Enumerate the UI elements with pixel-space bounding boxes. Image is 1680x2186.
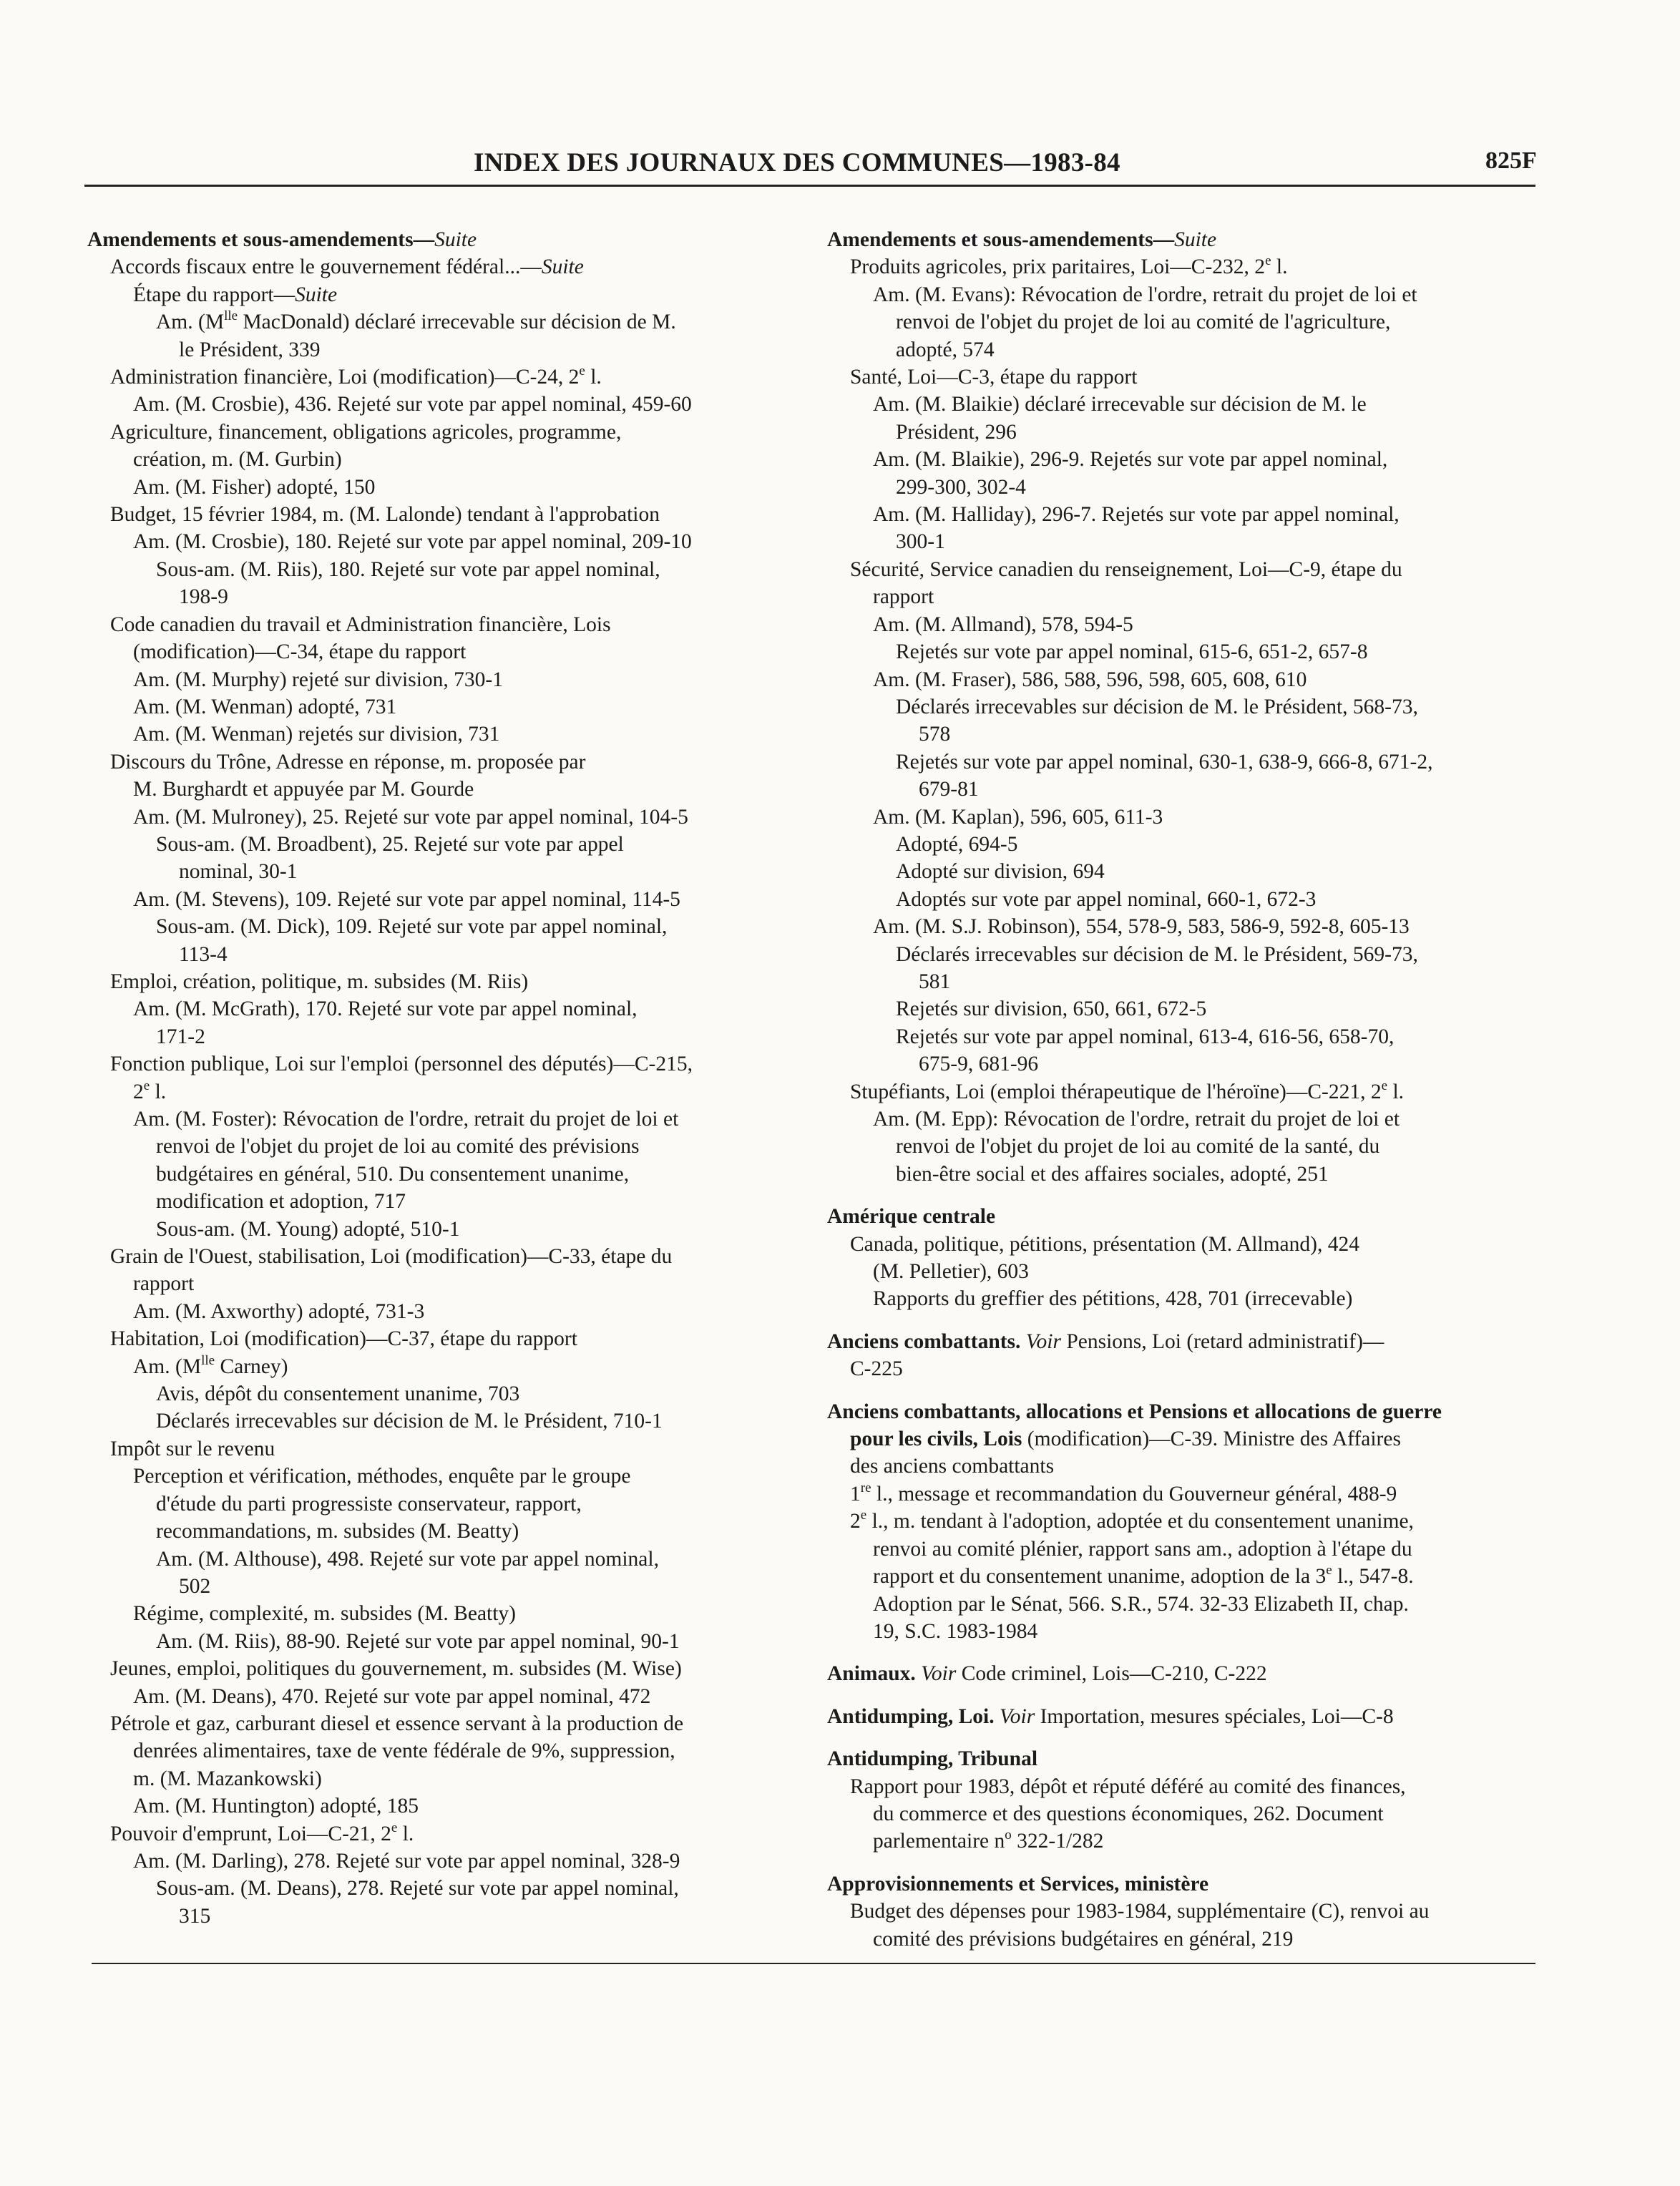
superscript: lle <box>224 308 238 324</box>
index-heading <box>827 1203 1543 1230</box>
entry-text: Voir <box>1025 1329 1061 1353</box>
index-entry <box>827 968 1543 995</box>
entry-text: rapport <box>133 1272 195 1296</box>
entry-text: Déclarés irrecevables sur décision de M. le Président, 710-1 <box>156 1410 663 1433</box>
entry-text: Am. (M <box>133 1355 202 1378</box>
index-entry <box>827 336 1543 363</box>
entry-text: 171-2 <box>156 1025 205 1048</box>
entry-text: Adopté sur division, 694 <box>896 860 1105 884</box>
entry-text: Sous-am. (M. Deans), 278. Rejeté sur vote par appel nominal, <box>156 1877 679 1900</box>
entry-text: pour les civils, Lois <box>850 1428 1022 1451</box>
index-entry <box>87 941 796 968</box>
index-entry <box>827 1453 1543 1480</box>
entry-text: 1 <box>850 1482 861 1506</box>
index-entry <box>87 1435 796 1463</box>
index-entry <box>87 1050 796 1078</box>
entry-text <box>1020 1330 1025 1353</box>
entry-text: d'étude du parti progressiste conservateur, rapport, <box>156 1492 582 1516</box>
index-entry <box>87 281 796 308</box>
index-entry <box>87 308 796 336</box>
entry-text: Adoption par le Sénat, 566. S.R., 574. 32-33 Elizabeth II, chap. <box>873 1592 1409 1616</box>
index-entry <box>87 913 796 940</box>
entry-text: l. <box>150 1080 167 1103</box>
index-entry <box>827 831 1543 858</box>
entry-text: C-225 <box>850 1357 903 1381</box>
entry-text: Sécurité, Service canadien du renseignement, Loi—C-9, étape du <box>850 557 1402 581</box>
index-entry <box>87 995 796 1023</box>
entry-text: Am. (M. Huntington) adopté, 185 <box>133 1795 419 1818</box>
entry-text: Am. (M. Blaikie) déclaré irrecevable sur décision de M. le <box>873 393 1367 416</box>
index-entry <box>87 611 796 638</box>
index-heading <box>827 1660 1543 1687</box>
index-entry <box>87 1655 796 1682</box>
entry-text: Jeunes, emploi, politiques du gouvernement, m. subsides (M. Wise) <box>110 1657 682 1681</box>
index-entry <box>87 474 796 501</box>
entry-text: Am. (M. Axworthy) adopté, 731-3 <box>133 1299 425 1323</box>
index-entry <box>827 1926 1543 1953</box>
index-entry <box>87 804 796 831</box>
index-entry <box>87 1407 796 1435</box>
entry-text: Budget des dépenses pour 1983-1984, supplémentaire (C), renvoi au <box>850 1900 1430 1923</box>
index-entry <box>827 1618 1543 1645</box>
entry-text: rapport <box>873 585 934 609</box>
index-entry <box>827 721 1543 748</box>
index-entry <box>827 638 1543 665</box>
superscript: e <box>579 363 585 379</box>
superscript: e <box>1326 1563 1332 1578</box>
entry-text: recommandations, m. subsides (M. Beatty) <box>156 1520 519 1543</box>
entry-text: Santé, Loi—C-3, étape du rapport <box>850 366 1138 389</box>
entry-text: Amendements et sous-amendements— <box>87 228 435 251</box>
entry-text: Discours du Trône, Adresse en réponse, m. proposée par <box>110 750 586 774</box>
entry-text: 679-81 <box>919 778 979 801</box>
entry-text: Président, 296 <box>896 420 1017 444</box>
entry-text: renvoi de l'objet du projet de loi au comité des prévisions <box>156 1135 640 1158</box>
entry-text: l., 547-8. <box>1332 1565 1414 1589</box>
entry-text: Am. (M. Blaikie), 296-9. Rejetés sur vote par appel nominal, <box>873 448 1388 472</box>
entry-text: Am. (M. Fraser), 586, 588, 596, 598, 605, 608, 610 <box>873 668 1307 691</box>
index-entry <box>87 1325 796 1352</box>
entry-text: Am. (M. Riis), 88-90. Rejeté sur vote par appel nominal, 90-1 <box>156 1629 680 1653</box>
entry-text: Rapport pour 1983, dépôt et réputé déféré au comité des finances, <box>850 1775 1406 1798</box>
entry-text: Rapports du greffier des pétitions, 428, 701 (irrecevable) <box>873 1287 1353 1311</box>
index-entry <box>87 1903 796 1930</box>
index-entry <box>827 995 1543 1023</box>
entry-text: bien-être social et des affaires sociales, adopté, 251 <box>896 1162 1329 1186</box>
entry-text: Am. (M. Crosbie), 436. Rejeté sur vote par appel nominal, 459-60 <box>133 393 692 416</box>
entry-text: Rejetés sur vote par appel nominal, 613-4, 616-56, 658-70, <box>896 1025 1395 1048</box>
index-entry <box>87 501 796 528</box>
entry-text: Sous-am. (M. Young) adopté, 510-1 <box>156 1217 460 1241</box>
index-entry <box>87 1161 796 1188</box>
index-entry <box>87 968 796 995</box>
entry-text: Am. (M. Halliday), 296-7. Rejetés sur vote par appel nominal, <box>873 503 1400 527</box>
index-entry <box>827 1161 1543 1188</box>
index-entry <box>827 748 1543 776</box>
entry-text: 675-9, 681-96 <box>919 1053 1039 1076</box>
entry-text: Am. (M. Mulroney), 25. Rejeté sur vote par appel nominal, 104-5 <box>133 805 688 829</box>
entry-text: Habitation, Loi (modification)—C-37, étape du rapport <box>110 1327 577 1351</box>
index-entry <box>827 776 1543 803</box>
entry-text: Rejetés sur division, 650, 661, 672-5 <box>896 997 1207 1021</box>
entry-text: Am. (M. McGrath), 170. Rejeté sur vote par appel nominal, <box>133 997 638 1021</box>
superscript: e <box>1265 253 1271 269</box>
superscript: o <box>1005 1828 1012 1843</box>
index-heading <box>827 1328 1543 1355</box>
entry-text: Avis, dépôt du consentement unanime, 703 <box>156 1382 520 1406</box>
entry-text: Budget, 15 février 1984, m. (M. Lalonde) tendant à l'approbation <box>110 503 660 527</box>
index-entry <box>827 446 1543 473</box>
entry-text: Rejetés sur vote par appel nominal, 615-6, 651-2, 657-8 <box>896 640 1368 664</box>
index-entry <box>87 1078 796 1106</box>
entry-text: 299-300, 302-4 <box>896 475 1026 499</box>
entry-text: Emploi, création, politique, m. subsides (M. Riis) <box>110 970 529 993</box>
index-entry <box>827 363 1543 391</box>
index-entry <box>827 1828 1543 1855</box>
index-entry <box>827 1355 1543 1382</box>
entry-text: Am. (M. Evans): Révocation de l'ordre, retrait du projet de loi et <box>873 283 1417 306</box>
entry-text: Rejetés sur vote par appel nominal, 630-1, 638-9, 666-8, 671-2, <box>896 750 1433 774</box>
index-entry <box>827 1898 1543 1925</box>
index-entry <box>827 1258 1543 1285</box>
index-entry <box>827 1050 1543 1078</box>
entry-text: Amérique centrale <box>827 1205 996 1229</box>
entry-text: l. <box>1387 1080 1405 1103</box>
entry-text: Grain de l'Ouest, stabilisation, Loi (modification)—C-33, étape du <box>110 1245 673 1269</box>
index-entry <box>827 1133 1543 1160</box>
entry-text: Am. (M. Murphy) rejeté sur division, 730-1 <box>133 668 503 691</box>
index-entry <box>827 281 1543 308</box>
index-heading <box>827 1398 1543 1425</box>
entry-text: Amendements et sous-amendements— <box>827 228 1175 251</box>
index-entry <box>87 1490 796 1518</box>
entry-text: Am. (M. Wenman) rejetés sur division, 731 <box>133 723 500 746</box>
header-rule <box>84 185 1535 187</box>
index-entry <box>87 1765 796 1792</box>
index-entry <box>87 1216 796 1243</box>
entry-text: Importation, mesures spéciales, Loi—C-8 <box>1035 1704 1394 1728</box>
entry-text: Voir <box>1000 1704 1035 1728</box>
index-entry <box>87 1380 796 1407</box>
index-entry <box>87 446 796 473</box>
entry-text: Am. (M. S.J. Robinson), 554, 578-9, 583, 586-9, 592-8, 605-13 <box>873 915 1410 939</box>
entry-text: Am. (M. Kaplan), 596, 605, 611-3 <box>873 805 1163 829</box>
footer-rule <box>92 1963 1535 1964</box>
index-entry <box>827 1106 1543 1133</box>
entry-text: Sous-am. (M. Dick), 109. Rejeté sur vote par appel nominal, <box>156 915 668 939</box>
index-column-right <box>827 226 1543 1953</box>
entry-text: Code criminel, Lois—C-210, C-222 <box>956 1662 1267 1686</box>
entry-text: denrées alimentaires, taxe de vente fédérale de 9%, suppression, <box>133 1739 675 1763</box>
entry-text: Adoptés sur vote par appel nominal, 660-1, 672-3 <box>896 887 1317 911</box>
index-entry <box>87 638 796 665</box>
index-entry <box>827 1231 1543 1258</box>
entry-text: des anciens combattants <box>850 1455 1055 1478</box>
entry-text: Animaux. <box>827 1662 916 1686</box>
entry-text: Am. (M. Darling), 278. Rejeté sur vote par appel nominal, 328-9 <box>133 1849 680 1873</box>
index-column-left <box>87 226 796 1930</box>
entry-text: Antidumping, Loi. <box>827 1704 995 1728</box>
entry-text: (M. Pelletier), 603 <box>873 1260 1029 1284</box>
entry-text: Fonction publique, Loi sur l'emploi (personnel des députés)—C-215, <box>110 1053 693 1076</box>
index-entry <box>827 253 1543 280</box>
index-entry <box>827 941 1543 968</box>
entry-text: Approvisionnements et Services, ministère <box>827 1872 1209 1895</box>
entry-text: Am. (M <box>156 311 225 334</box>
entry-text: Am. (M. Crosbie), 180. Rejeté sur vote par appel nominal, 209-10 <box>133 530 692 554</box>
index-entry <box>87 886 796 913</box>
entry-text: 113-4 <box>179 942 228 966</box>
entry-text: Suite <box>541 255 584 279</box>
index-entry <box>87 583 796 610</box>
index-heading <box>87 226 796 253</box>
entry-text: Stupéfiants, Loi (emploi thérapeutique de l'héroïne)—C-221, 2 <box>850 1080 1382 1103</box>
entry-text: Canada, politique, pétitions, présentation (M. Allmand), 424 <box>850 1232 1359 1256</box>
entry-text: Anciens combattants. <box>827 1329 1021 1353</box>
index-entry <box>827 913 1543 940</box>
index-entry <box>827 1563 1543 1590</box>
entry-text: (modification)—C-39. Ministre des Affaires <box>1022 1428 1401 1451</box>
index-entry <box>87 1106 796 1133</box>
index-entry <box>87 1600 796 1627</box>
index-entry <box>827 1508 1543 1535</box>
entry-text: Étape du rapport— <box>133 283 296 306</box>
entry-text: Déclarés irrecevables sur décision de M. le Président, 569-73, <box>896 942 1418 966</box>
index-entry <box>87 1848 796 1875</box>
index-entry <box>87 419 796 446</box>
index-entry <box>87 693 796 721</box>
entry-text: Anciens combattants, allocations et Pensions et allocations de guerre <box>827 1400 1442 1423</box>
index-entry <box>87 253 796 280</box>
entry-text: Code canadien du travail et Administration financière, Lois <box>110 613 611 636</box>
index-heading <box>827 1745 1543 1772</box>
index-entry <box>827 528 1543 555</box>
superscript: lle <box>201 1352 215 1368</box>
superscript: e <box>143 1078 150 1093</box>
index-entry <box>87 1573 796 1600</box>
index-entry <box>87 1518 796 1545</box>
entry-text: 322-1/282 <box>1011 1830 1104 1853</box>
index-entry <box>827 391 1543 418</box>
entry-text: 198-9 <box>179 585 228 609</box>
entry-text: du commerce et des questions économiques, 262. Document <box>873 1802 1384 1825</box>
entry-text: Administration financière, Loi (modification)—C-24, 2 <box>110 366 580 389</box>
index-entry <box>827 1480 1543 1508</box>
entry-text: l. <box>585 366 602 389</box>
index-entry <box>827 1078 1543 1106</box>
index-entry <box>87 1820 796 1848</box>
index-entry <box>87 1298 796 1325</box>
index-entry <box>827 1425 1543 1453</box>
index-entry <box>827 1591 1543 1618</box>
index-entry <box>827 419 1543 446</box>
entry-text: 581 <box>919 970 951 993</box>
page-title: INDEX DES JOURNAUX DES COMMUNES—1983-84 <box>474 148 1120 177</box>
entry-text: 502 <box>179 1574 211 1598</box>
index-entry <box>87 1463 796 1490</box>
entry-text: (modification)—C-34, étape du rapport <box>133 640 467 664</box>
entry-text: Sous-am. (M. Broadbent), 25. Rejeté sur vote par appel <box>156 832 624 856</box>
entry-text: M. Burghardt et appuyée par M. Gourde <box>133 778 474 801</box>
entry-text: Am. (M. Fisher) adopté, 150 <box>133 475 376 499</box>
superscript: e <box>1381 1078 1388 1093</box>
entry-text: Suite <box>434 228 477 251</box>
entry-text: Accords fiscaux entre le gouvernement fédéral...— <box>110 255 542 279</box>
entry-text: Am. (M. Althouse), 498. Rejeté sur vote par appel nominal, <box>156 1547 659 1571</box>
index-entry <box>87 1133 796 1160</box>
index-heading <box>827 226 1543 253</box>
entry-text: rapport et du consentement unanime, adoption de la 3 <box>873 1565 1327 1589</box>
index-entry <box>87 776 796 803</box>
entry-text: Agriculture, financement, obligations agricoles, programme, <box>110 420 622 444</box>
entry-text: 19, S.C. 1983-1984 <box>873 1619 1038 1643</box>
index-entry <box>827 583 1543 610</box>
index-entry <box>827 693 1543 721</box>
entry-text: Am. (M. Wenman) adopté, 731 <box>133 695 397 718</box>
index-entry <box>827 611 1543 638</box>
entry-text: nominal, 30-1 <box>179 860 298 884</box>
index-heading <box>827 1870 1543 1898</box>
index-entry <box>87 1188 796 1215</box>
entry-text: Am. (M. Stevens), 109. Rejeté sur vote par appel nominal, 114-5 <box>133 887 680 911</box>
entry-text: modification et adoption, 717 <box>156 1190 406 1214</box>
index-entry <box>87 721 796 748</box>
entry-text: Am. (M. Allmand), 578, 594-5 <box>873 613 1133 636</box>
entry-text: Perception et vérification, méthodes, enquête par le groupe <box>133 1465 631 1488</box>
entry-text: Am. (M. Deans), 470. Rejeté sur vote par appel nominal, 472 <box>133 1684 651 1708</box>
entry-text: l. <box>1271 255 1288 279</box>
entry-text: 300-1 <box>896 530 945 554</box>
entry-text: 315 <box>179 1904 211 1928</box>
entry-text: création, m. (M. Gurbin) <box>133 448 342 472</box>
page-number: 825F <box>1485 147 1537 174</box>
entry-text: Pensions, Loi (retard administratif)— <box>1060 1329 1384 1353</box>
index-entry <box>87 1683 796 1710</box>
entry-text: Antidumping, Tribunal <box>827 1747 1038 1771</box>
entry-text: 578 <box>919 723 951 746</box>
entry-text: parlementaire n <box>873 1830 1005 1853</box>
index-entry <box>827 1800 1543 1828</box>
index-entry <box>827 1285 1543 1312</box>
index-entry <box>827 556 1543 583</box>
entry-text: Suite <box>295 283 338 306</box>
index-entry <box>87 336 796 363</box>
entry-text: Déclarés irrecevables sur décision de M. le Président, 568-73, <box>896 695 1418 718</box>
index-entry <box>827 666 1543 693</box>
index-entry <box>87 556 796 583</box>
index-entry <box>87 748 796 776</box>
entry-text: budgétaires en général, 510. Du consentement unanime, <box>156 1162 630 1186</box>
index-entry <box>827 308 1543 336</box>
entry-text: Produits agricoles, prix paritaires, Loi—C-232, 2 <box>850 255 1266 279</box>
superscript: e <box>860 1508 867 1523</box>
index-entry <box>87 1546 796 1573</box>
entry-text: Pétrole et gaz, carburant diesel et essence servant à la production de <box>110 1712 684 1735</box>
index-entry <box>87 1875 796 1902</box>
entry-text: Impôt sur le revenu <box>110 1437 275 1460</box>
entry-text: renvoi de l'objet du projet de loi au comité de l'agriculture, <box>896 311 1391 334</box>
index-entry <box>87 1628 796 1655</box>
entry-text: Voir <box>921 1662 957 1686</box>
entry-text: comité des prévisions budgétaires en général, 219 <box>873 1927 1294 1951</box>
superscript: re <box>860 1480 871 1495</box>
index-entry <box>827 858 1543 885</box>
index-entry <box>87 831 796 858</box>
entry-text: renvoi au comité plénier, rapport sans am., adoption à l'étape du <box>873 1537 1412 1561</box>
index-entry <box>87 1792 796 1820</box>
index-entry <box>87 528 796 555</box>
entry-text: 2 <box>850 1510 861 1533</box>
entry-text: Suite <box>1174 228 1217 251</box>
index-entry <box>827 804 1543 831</box>
index-entry <box>87 1023 796 1050</box>
entry-text: Am. (M. Epp): Révocation de l'ordre, retrait du projet de loi et <box>873 1108 1400 1131</box>
index-entry <box>87 391 796 418</box>
entry-text: le Président, 339 <box>179 338 321 361</box>
index-entry <box>87 1737 796 1765</box>
index-entry <box>87 363 796 391</box>
entry-text: l., message et recommandation du Gouverneur général, 488-9 <box>871 1482 1397 1506</box>
index-entry <box>87 1243 796 1270</box>
entry-text: Carney) <box>215 1355 288 1378</box>
index-entry <box>87 1270 796 1297</box>
entry-text: Sous-am. (M. Riis), 180. Rejeté sur vote par appel nominal, <box>156 557 660 581</box>
index-entry <box>827 1023 1543 1050</box>
index-entry <box>827 501 1543 528</box>
entry-text: Am. (M. Foster): Révocation de l'ordre, retrait du projet de loi et <box>133 1108 679 1131</box>
index-entry <box>827 1773 1543 1800</box>
entry-text: l. <box>397 1822 414 1845</box>
entry-text: m. (M. Mazankowski) <box>133 1767 322 1790</box>
index-entry <box>87 1710 796 1737</box>
index-entry <box>827 1536 1543 1563</box>
entry-text: renvoi de l'objet du projet de loi au comité de la santé, du <box>896 1135 1380 1158</box>
entry-text: 2 <box>133 1080 144 1103</box>
index-entry <box>87 858 796 885</box>
entry-text: MacDonald) déclaré irrecevable sur décision de M. <box>238 311 676 334</box>
index-heading <box>827 1703 1543 1730</box>
entry-text: Pouvoir d'emprunt, Loi—C-21, 2 <box>110 1822 391 1845</box>
entry-text: adopté, 574 <box>896 338 995 361</box>
index-entry <box>87 666 796 693</box>
index-entry <box>827 474 1543 501</box>
index-entry <box>827 886 1543 913</box>
superscript: e <box>391 1820 398 1835</box>
entry-text <box>995 1705 1000 1728</box>
entry-text: Régime, complexité, m. subsides (M. Beatty) <box>133 1602 517 1626</box>
index-entry <box>87 1353 796 1380</box>
entry-text: l., m. tendant à l'adoption, adoptée et du consentement unanime, <box>866 1510 1414 1533</box>
entry-text: Adopté, 694-5 <box>896 832 1018 856</box>
